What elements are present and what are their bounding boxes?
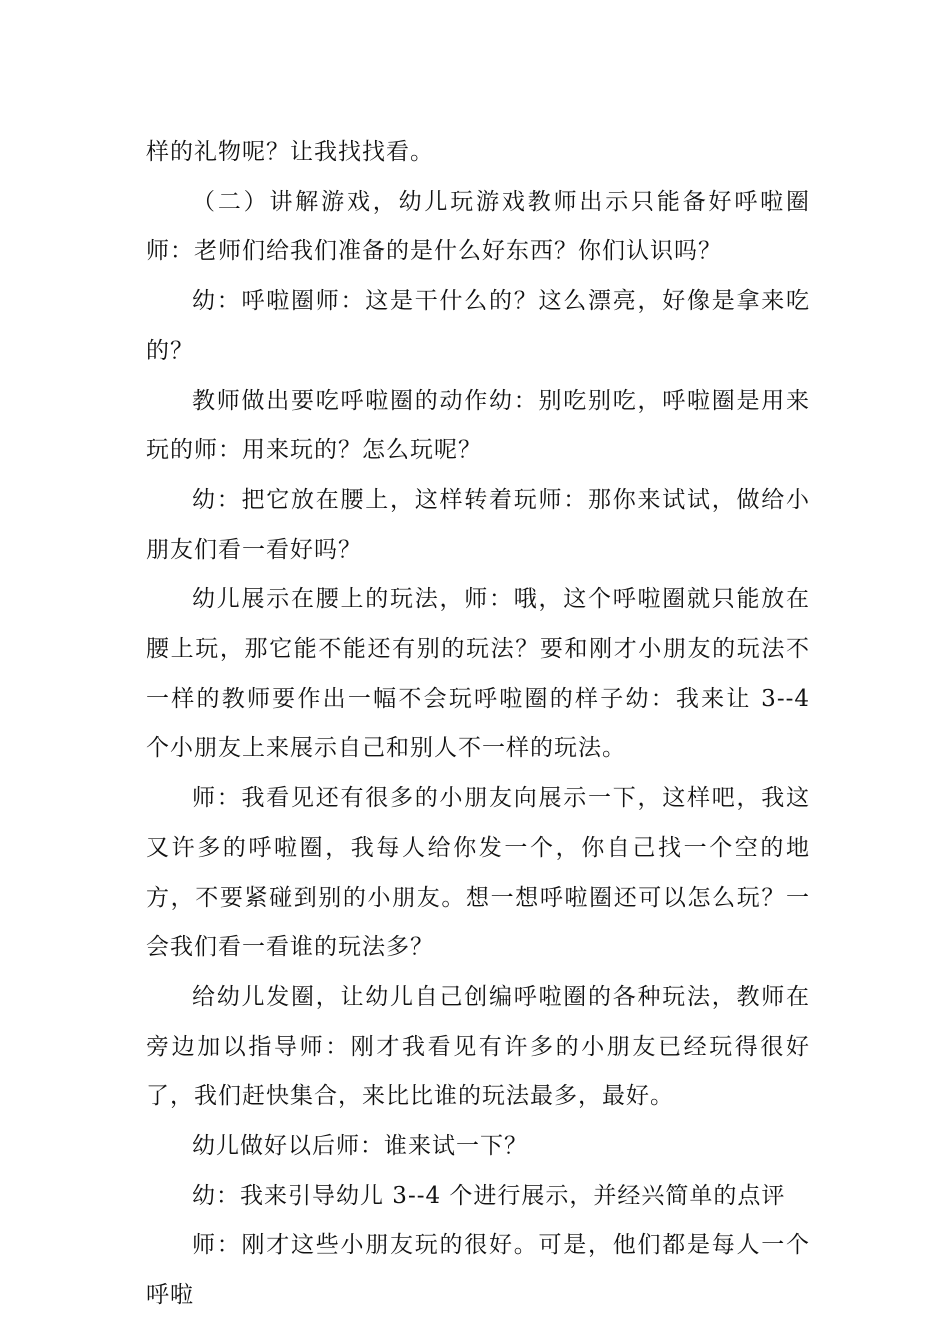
paragraph: 幼：把它放在腰上，这样转着玩师：那你来试试，做给小朋友们看一看好吗？ [146, 486, 810, 563]
document-body [146, 128, 810, 1321]
paragraph: 样的礼物呢？让我找找看。 [146, 139, 434, 165]
paragraph: 教师做出要吃呼啦圈的动作幼：别吃别吃，呼啦圈是用来玩的师：用来玩的？怎么玩呢？ [146, 387, 810, 464]
paragraph: 幼儿展示在腰上的玩法，师：哦，这个呼啦圈就只能放在腰上玩，那它能不能还有别的玩法？要和刚才小朋友的玩法不一样的教师要作出一幅不会玩呼啦圈的样子幼：我来让 3--4 个小朋友上来展示自己和别人不一样的玩法。 [146, 586, 810, 762]
paragraph: 幼：我来引导幼儿 3--4 个进行展示，并经兴简单的点评 [192, 1182, 786, 1209]
paragraph: 师：我看见还有很多的小朋友向展示一下，这样吧，我这又许多的呼啦圈，我每人给你发一个，你自己找一个空的地方，不要紧碰到别的小朋友。想一想呼啦圈还可以怎么玩？一会我们看一看谁的玩法多？ [146, 785, 810, 961]
paragraph: 幼儿做好以后师：谁来试一下？ [192, 1133, 528, 1160]
paragraph: 给幼儿发圈，让幼儿自己创编呼啦圈的各种玩法，教师在旁边加以指导师：刚才我看见有许多的小朋友已经玩得很好了，我们赶快集合，来比比谁的玩法最多，最好。 [146, 983, 810, 1110]
paragraph: （二）讲解游戏，幼儿玩游戏教师出示只能备好呼啦圈师：老师们给我们准备的是什么好东西？你们认识吗？ [146, 188, 810, 265]
paragraph: 师：刚才这些小朋友玩的很好。可是，他们都是每人一个呼啦 [146, 1232, 810, 1309]
paragraph: 幼：呼啦圈师：这是干什么的？这么漂亮，好像是拿来吃的？ [146, 288, 810, 364]
